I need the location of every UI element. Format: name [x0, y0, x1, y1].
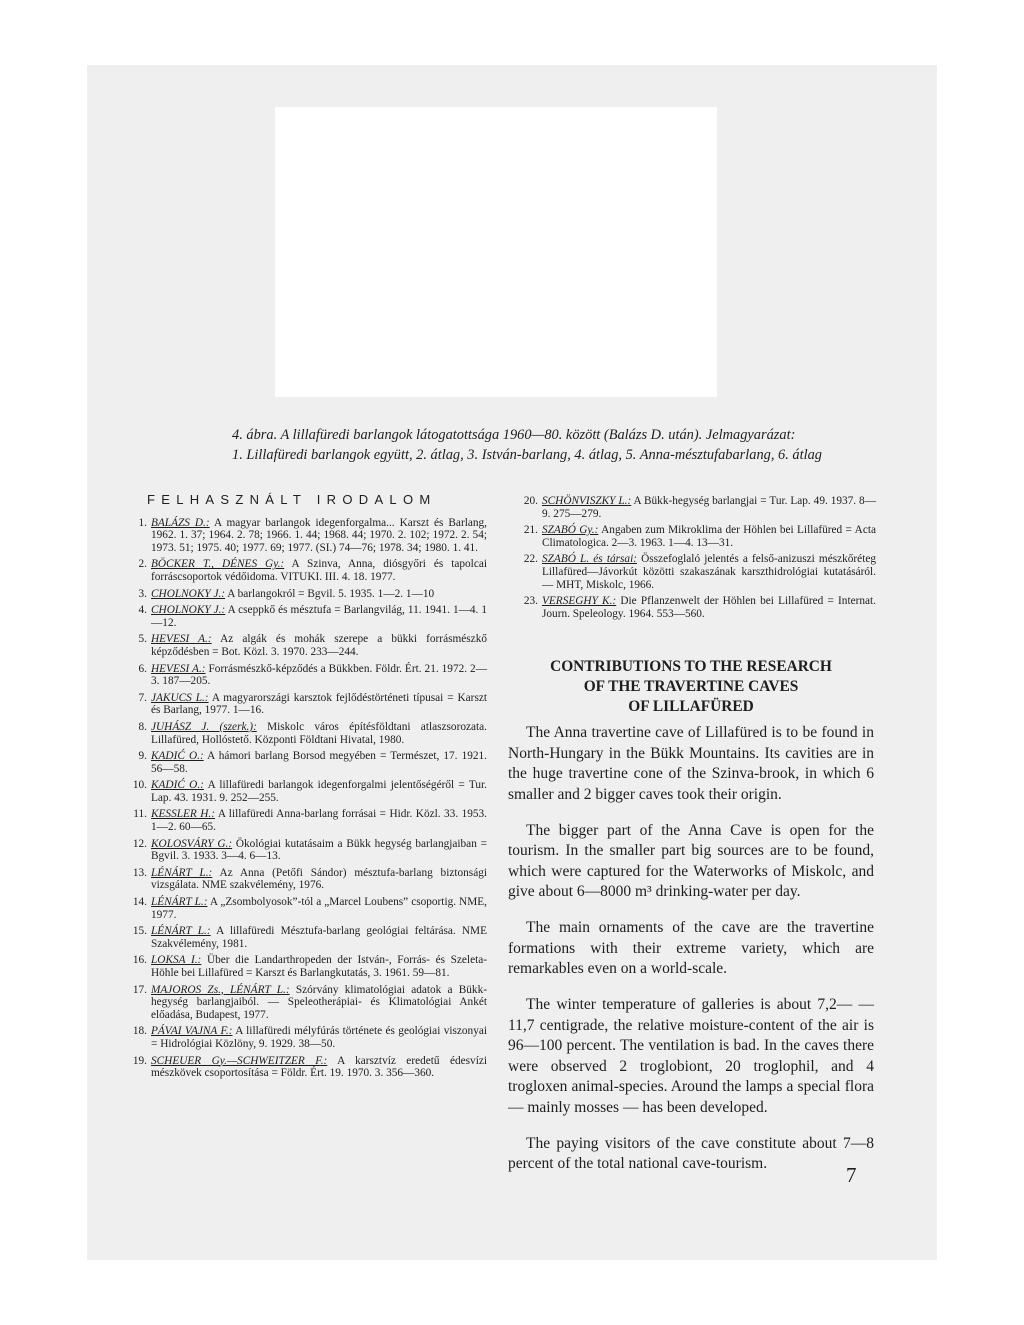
reference-number: 3. — [138, 587, 147, 600]
reference-author: LÉNÁRT L.: — [151, 896, 208, 909]
reference-text: Forrásmészkő-képződés a Bükkben. Földr. Ért. 21. 1972. 2—3. 187—205. — [151, 662, 487, 688]
reference-text: Szórvány klimatológiai adatok a Bükk-hegység barlangjaiból. — Speleotherápiai- és Klimatológiai Ankét előadása, Budapest, 1977. — [151, 983, 487, 1021]
page-number: 7 — [846, 1163, 857, 1187]
reference-author: CHOLNOKY J.: — [151, 604, 226, 617]
reference-author: MAJOROS Zs., LÉNÁRT L.: — [151, 983, 290, 996]
reference-text: A barlangokról = Bgvil. 5. 1935. 1—2. 1—10 — [225, 587, 435, 600]
reference-author: PÁVAI VAJNA F.: — [151, 1025, 233, 1038]
reference-author: SZABÓ Gy.: — [542, 524, 599, 537]
reference-text: A magyarországi karsztok fejlődéstörténeti típusai = Karszt és Barlang, 1977. 1—16. — [151, 691, 487, 717]
reference-text: A „Zsombolyosok”-tól a „Marcel Loubens” csoportig. NME, 1977. — [151, 896, 487, 921]
reference-number: 22. — [523, 553, 538, 566]
reference-text: Über die Landarthropeden der István-, Forrás- és Szeleta-Höhle bei Lillafüred = Karszt és Barlangkutatás, 3. 1961. 59—81. — [151, 954, 487, 979]
reference-text: A hámori barlang Borsod megyében = Természet, 17. 1921. 56—58. — [151, 750, 488, 775]
reference-text: A lillafüredi mélyfúrás története és geológiai viszonyai = Hidrológiai Közlöny, 9. 1929. 38—50. — [151, 1025, 487, 1050]
figure-image-area — [275, 107, 717, 397]
reference-item — [117, 692, 487, 717]
reference-item — [117, 838, 487, 863]
reference-text: Die Pflanzenwelt der Höhlen bei Lillafüred = Internat. Journ. Speleology. 1964. 553—560. — [542, 595, 876, 620]
reference-number: 21. — [523, 524, 538, 537]
reference-text: A cseppkő és mésztufa = Barlangvilág, 11. 1941. 1—4. 1—12. — [151, 604, 487, 629]
caption-line-1: 4. ábra. A lillafüredi barlangok látogatottsága 1960—80. között (Balázs D. után). Jelmagyarázat: — [232, 427, 796, 443]
reference-item — [117, 867, 487, 892]
reference-number: 7. — [138, 691, 147, 704]
reference-author: HEVESI A.: — [151, 633, 212, 646]
reference-text: A Bükk-hegység barlangjai = Tur. Lap. 49. 1937. 8—9. 275—279. — [542, 495, 876, 520]
reference-number: 12. — [132, 837, 147, 850]
references-left-column — [117, 494, 487, 1084]
reference-author: HEVESI A.: — [151, 662, 206, 675]
reference-item — [508, 524, 876, 549]
reference-number: 18. — [132, 1025, 147, 1038]
article-paragraph: The main ornaments of the cave are the travertine formations with their extreme variety, which are remarkables even on a world-scale. — [508, 919, 874, 977]
reference-author: BALÁZS D.: — [151, 516, 210, 529]
reference-item — [508, 553, 876, 591]
reference-number: 1. — [138, 516, 147, 529]
reference-author: KOLOSVÁRY G.: — [151, 837, 233, 850]
article-title — [508, 657, 874, 717]
reference-text: Összefoglaló jelentés a felső-anizuszi mészkőréteg Lillafüred—Jávorkút közötti szakaszának karszthidrológiai kutatásáról. — MHT, Miskolc, 1966. — [542, 553, 876, 591]
article-paragraph: The Anna travertine cave of Lillafüred is to be found in North-Hungary in the Bükk Mountains. Its cavities are in the huge travertine cone of the Szinva-brook, in which 6 smaller and 2 bigger caves took their origin. — [508, 724, 874, 803]
reference-item — [117, 633, 487, 658]
article-paragraph: The winter temperature of galleries is about 7,2— —11,7 centigrade, the relative moisture-content of the air is 96—100 percent. The ventilation is bad. In the caves there were observed 2 troglobiont, 20 troglophil, and 4 trogloxen animal-species. Around the lamps a special flora — mainly mosses — has been developed. — [508, 996, 874, 1116]
reference-author: LÉNÁRT L.: — [151, 925, 211, 938]
reference-author: CHOLNOKY J.: — [151, 587, 226, 600]
reference-text: Az Anna (Petőfi Sándor) mésztufa-barlang biztonsági vizsgálata. NME szakvélemény, 1976. — [151, 866, 487, 892]
reference-number: 19. — [132, 1054, 147, 1067]
reference-item — [117, 1025, 487, 1050]
reference-item — [508, 495, 876, 520]
reference-number: 8. — [138, 720, 147, 733]
reference-text: Angaben zum Mikroklima der Höhlen bei Lillafüred = Acta Climatologica. 2—3. 1963. 1—4. 13—31. — [542, 524, 876, 549]
reference-text: Ökológiai kutatásaim a Bükk hegység barlangjaiban = Bgvil. 3. 1933. 3—4. 6—13. — [151, 837, 487, 863]
reference-number: 9. — [138, 750, 147, 763]
reference-text: A lillafüredi Mésztufa-barlang geológiai feltárása. NME Szakvélemény, 1981. — [151, 925, 487, 950]
article-paragraph: The paying visitors of the cave constitute about 7—8 percent of the total national cave-tourism. — [508, 1134, 874, 1172]
reference-number: 10. — [132, 779, 147, 792]
article-body — [508, 723, 874, 1185]
figure-caption — [232, 425, 912, 465]
reference-item — [117, 984, 487, 1022]
reference-item — [508, 595, 876, 620]
reference-item — [117, 925, 487, 950]
reference-text: A magyar barlangok idegenforgalma... Karszt és Barlang, 1962. 1. 37; 1964. 2. 78; 1966. 1. 44; 1968. 44; 1970. 2. 102; 1972. 2. 54; 1973. 51; 1975. 40; 1977. 69; 1977. (SI.) 74—76; 1978. 34; 1980. 1. 41. — [151, 516, 487, 554]
reference-number: 20. — [523, 495, 538, 507]
article-title-line: OF THE TRAVERTINE CAVES — [583, 678, 799, 695]
article-paragraph: The bigger part of the Anna Cave is open for the tourism. In the smaller part big sources are to be found, which were captured for the Waterworks of Miskolc, and give about 6—8000 m³ drinking-water per day. — [508, 821, 874, 900]
reference-author: KESSLER H.: — [151, 808, 216, 821]
reference-number: 6. — [138, 662, 147, 675]
reference-item — [117, 808, 487, 833]
reference-item — [117, 1055, 487, 1080]
reference-author: BÖCKER T., DÉNES Gy.: — [151, 558, 285, 571]
reference-item — [117, 779, 487, 804]
reference-number: 11. — [133, 808, 147, 821]
reference-number: 17. — [132, 983, 147, 996]
reference-author: LÉNÁRT L.: — [151, 866, 213, 879]
reference-number: 14. — [132, 896, 147, 909]
article-title-line: CONTRIBUTIONS TO THE RESEARCH — [550, 658, 832, 675]
reference-item — [117, 721, 487, 746]
references-heading: FELHASZNÁLT IRODALOM — [147, 492, 437, 507]
reference-text: Az algák és mohák szerepe a bükki forrásmészkő képződésben = Bot. Közl. 3. 1970. 233—244. — [151, 633, 487, 658]
reference-number: 15. — [132, 925, 147, 938]
reference-item — [117, 588, 487, 601]
reference-number: 16. — [132, 954, 147, 967]
reference-item — [117, 954, 487, 979]
reference-author: SCHEUER Gy.—SCHWEITZER F.: — [151, 1054, 328, 1067]
reference-text: Miskolc város építésföldtani atlaszsorozata. Lillafüred, Hollóstető. Központi Földtani Hivatal, 1980. — [151, 720, 487, 746]
reference-number: 5. — [138, 633, 147, 646]
reference-number: 2. — [138, 558, 147, 571]
article-title-line: OF LILLAFÜRED — [628, 698, 754, 715]
reference-author: JUHÁSZ J. (szerk.): — [151, 720, 257, 733]
reference-item — [117, 663, 487, 688]
reference-text: A lillafüredi barlangok idegenforgalmi jelentőségéről = Tur. Lap. 43. 1931. 9. 252—255. — [151, 779, 487, 804]
reference-item — [117, 517, 487, 555]
reference-text: A lillafüredi Anna-barlang forrásai = Hidr. Közl. 33. 1953. 1—2. 60—65. — [151, 808, 488, 834]
reference-item — [117, 750, 487, 775]
reference-item — [117, 896, 487, 921]
reference-number: 13. — [132, 866, 147, 879]
references-right-column — [508, 495, 876, 624]
reference-author: JAKUCS L.: — [151, 691, 209, 704]
reference-item — [117, 604, 487, 629]
reference-text: A karsztvíz eredetű édesvízi mészkövek csoportosítása = Földr. Ért. 19. 1970. 3. 356—360. — [151, 1054, 487, 1080]
reference-text: A Szinva, Anna, diósgyőri és tapolcai forráscsoportok védőidoma. VITUKI. III. 4. 18. 1977. — [151, 558, 487, 583]
reference-author: KADIĆ O.: — [151, 779, 204, 792]
reference-author: SCHÖNVISZKY L.: — [542, 495, 632, 507]
reference-author: VERSEGHY K.: — [542, 595, 617, 608]
reference-author: KADIĆ O.: — [151, 750, 204, 763]
reference-item — [117, 558, 487, 583]
reference-number: 4. — [138, 604, 147, 617]
reference-author: LOKSA I.: — [151, 954, 202, 967]
reference-number: 23. — [523, 595, 538, 608]
caption-line-2: 1. Lillafüredi barlangok együtt, 2. átlag, 3. István-barlang, 4. átlag, 5. Anna-mésztufabarlang, 6. átlag — [232, 447, 823, 463]
reference-author: SZABÓ L. és társai: — [542, 553, 637, 566]
